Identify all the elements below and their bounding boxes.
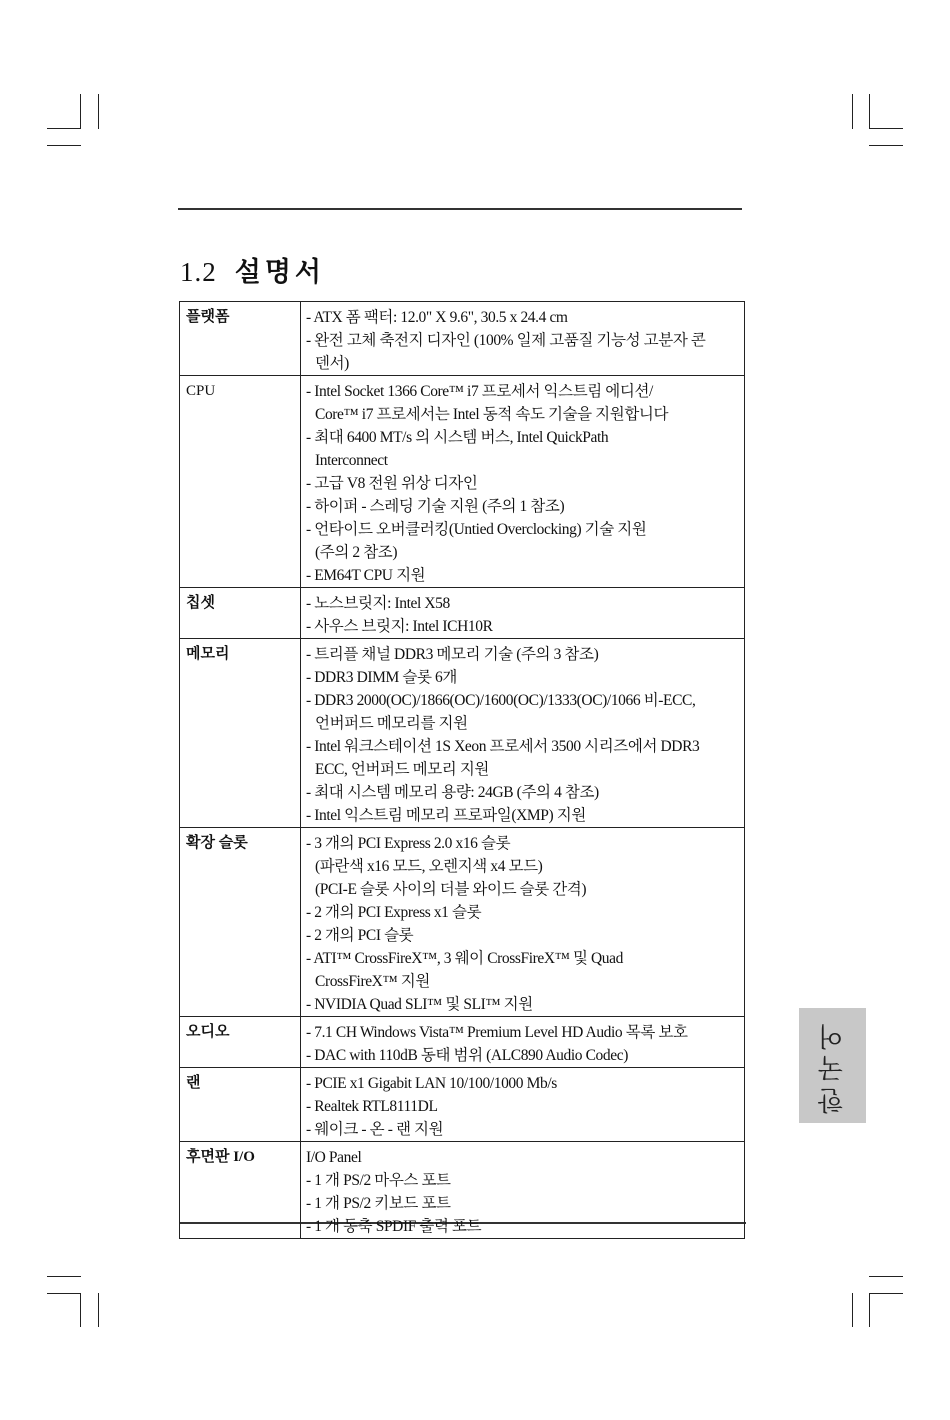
spec-value-line: Core™ i7 프로세서는 Intel 동적 속도 기술을 지원합니다 — [315, 406, 669, 423]
spec-row — [180, 639, 745, 828]
header-rule — [178, 208, 742, 210]
spec-row — [180, 1068, 745, 1142]
spec-value-line: - DDR3 DIMM 슬롯 6개 — [306, 669, 457, 686]
spec-value — [301, 376, 745, 588]
crop-mark — [852, 94, 853, 129]
spec-value-line: - NVIDIA Quad SLI™ 및 SLI™ 지원 — [306, 996, 533, 1013]
language-side-tab — [799, 1008, 866, 1123]
crop-mark — [80, 94, 81, 129]
spec-value-line: - 1 개 PS/2 마우스 포트 — [306, 1172, 451, 1189]
section-number: 1.2 — [180, 257, 217, 287]
spec-value-line: (PCI-E 슬롯 사이의 더블 와이드 슬롯 간격) — [315, 881, 587, 898]
crop-mark — [869, 128, 903, 129]
spec-value-line: - 1 개 동축 SPDIF 출력 포트 — [306, 1218, 482, 1235]
crop-mark — [869, 94, 870, 129]
specification-table — [179, 301, 745, 1239]
spec-value — [301, 828, 745, 1017]
spec-value-line: 언버퍼드 메모리를 지원 — [315, 715, 468, 732]
crop-mark — [869, 1276, 903, 1277]
spec-value-line: - Intel 워크스테이션 1S Xeon 프로세서 3500 시리즈에서 DDR3 — [306, 738, 700, 755]
spec-value-line: - 최대 시스템 메모리 용량: 24GB (주의 4 참조) — [306, 784, 599, 801]
spec-value-line: CrossFireX™ 지원 — [315, 973, 430, 990]
section-title: 설명서 — [234, 257, 325, 287]
spec-value-line: - 최대 6400 MT/s 의 시스템 버스, Intel QuickPath — [306, 429, 609, 446]
crop-mark — [47, 1293, 81, 1294]
spec-value-line: - 고급 V8 전원 위상 디자인 — [306, 475, 478, 492]
spec-value-line: - 완전 고체 축전지 디자인 (100% 일제 고품질 기능성 고분자 콘 — [306, 332, 706, 349]
spec-label: CPU — [180, 376, 301, 588]
spec-label: 칩셋 — [180, 588, 301, 639]
spec-row — [180, 302, 745, 376]
spec-row — [180, 1142, 745, 1239]
spec-label: 확장 슬롯 — [180, 828, 301, 1017]
spec-value-line: - 언타이드 오버클러킹(Untied Overclocking) 기술 지원 — [306, 521, 647, 538]
spec-label: 랜 — [180, 1068, 301, 1142]
spec-value — [301, 1142, 745, 1239]
spec-label: 후면판 I/O — [180, 1142, 301, 1239]
section-heading — [180, 250, 325, 289]
spec-value-line: - 1 개 PS/2 키보드 포트 — [306, 1195, 451, 1212]
spec-label: 플랫폼 — [180, 302, 301, 376]
spec-value-line: Interconnect — [315, 452, 388, 469]
spec-value — [301, 302, 745, 376]
crop-mark — [47, 128, 81, 129]
spec-row — [180, 376, 745, 588]
spec-value-line: - ATI™ CrossFireX™, 3 웨이 CrossFireX™ 및 Quad — [306, 950, 623, 967]
spec-value-line: - 3 개의 PCI Express 2.0 x16 슬롯 — [306, 835, 511, 852]
spec-value-line: - EM64T CPU 지원 — [306, 567, 426, 584]
crop-mark — [98, 94, 99, 129]
spec-value-line: I/O Panel — [306, 1149, 362, 1166]
spec-value-line: - 사우스 브릿지: Intel ICH10R — [306, 618, 493, 635]
spec-value-line: - 트리플 채널 DDR3 메모리 기술 (주의 3 참조) — [306, 646, 599, 663]
crop-mark — [869, 145, 903, 146]
spec-value-line: - DDR3 2000(OC)/1866(OC)/1600(OC)/1333(OC)/1066 비-ECC, — [306, 692, 696, 709]
crop-mark — [80, 1293, 81, 1327]
crop-mark — [47, 1276, 81, 1277]
spec-value-line: - DAC with 110dB 동태 범위 (ALC890 Audio Codec) — [306, 1047, 628, 1064]
crop-mark — [852, 1293, 853, 1327]
spec-value-line: 덴서) — [315, 355, 349, 372]
spec-value-line: ECC, 언버퍼드 메모리 지원 — [315, 761, 490, 778]
spec-value-line: - Realtek RTL8111DL — [306, 1098, 438, 1115]
spec-value-line: - 하이퍼 - 스레딩 기술 지원 (주의 1 참조) — [306, 498, 565, 515]
spec-value-line: (파란색 x16 모드, 오렌지색 x4 모드) — [315, 858, 543, 875]
spec-value-line: - Intel Socket 1366 Core™ i7 프로세서 익스트림 에디션/ — [306, 383, 653, 400]
spec-value-line: - 2 개의 PCI Express x1 슬롯 — [306, 904, 482, 921]
spec-value-line: - 7.1 CH Windows Vista™ Premium Level HD Audio 목록 보호 — [306, 1024, 688, 1041]
spec-value — [301, 1017, 745, 1068]
spec-value — [301, 1068, 745, 1142]
spec-value-line: (주의 2 참조) — [315, 544, 398, 561]
crop-mark — [47, 145, 81, 146]
spec-value — [301, 639, 745, 828]
spec-value-line: - ATX 폼 팩터: 12.0" X 9.6", 30.5 x 24.4 cm — [306, 309, 568, 326]
spec-value-line: - 노스브릿지: Intel X58 — [306, 595, 450, 612]
spec-value-line: - 웨이크 - 온 - 랜 지원 — [306, 1121, 444, 1138]
spec-row — [180, 1017, 745, 1068]
spec-row — [180, 828, 745, 1017]
specification-table-body — [180, 302, 745, 1239]
language-side-tab-label: 한국어 — [818, 1017, 848, 1114]
spec-label: 오디오 — [180, 1017, 301, 1068]
spec-label: 메모리 — [180, 639, 301, 828]
spec-value-line: - PCIE x1 Gigabit LAN 10/100/1000 Mb/s — [306, 1075, 557, 1092]
spec-value — [301, 588, 745, 639]
crop-mark — [869, 1293, 903, 1294]
crop-mark — [98, 1293, 99, 1327]
spec-row — [180, 588, 745, 639]
spec-value-line: - 2 개의 PCI 슬롯 — [306, 927, 414, 944]
spec-value-line: - Intel 익스트림 메모리 프로파일(XMP) 지원 — [306, 807, 586, 824]
crop-mark — [869, 1293, 870, 1327]
